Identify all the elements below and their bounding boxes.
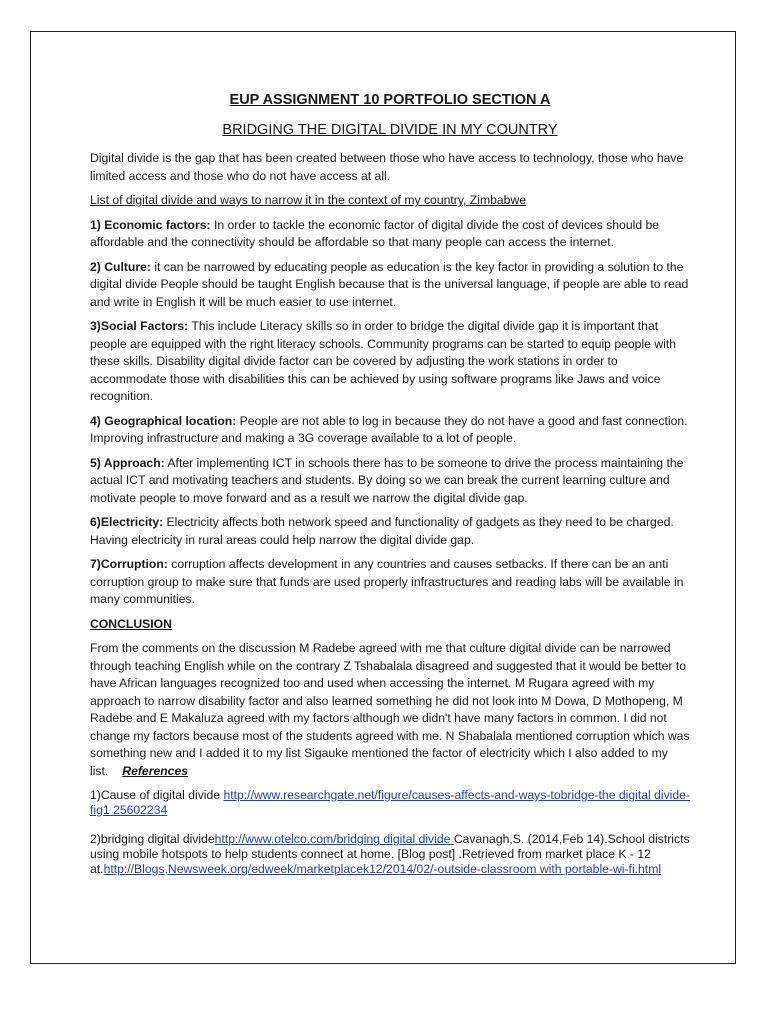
factor-text: corruption affects development in any countries and causes setbacks. If there can be an anti corruption group to make sure that funds are used properly infrastructures and reading labs will be available in many communities. [90, 557, 684, 606]
factor-text: it can be narrowed by educating people as education is the key factor in providing a solution to the digital divide People should be taught English because that is the universal language, if people are able to read and write in English it will be much easier to use internet. [90, 259, 689, 309]
document-body [90, 92, 690, 877]
factor-text: People are not able to log in because they do not have a good and fast connection. Improving infrastructure and making a 3G coverage available to a lot of people. [90, 413, 688, 445]
factor-approach [90, 455, 690, 508]
reference-citation: Cavanagh,S. (2014,Feb 14).School districts using mobile hotspots to help students connect at home. [Blog post] .Retrieved from market place K - 12 at. [90, 832, 690, 876]
factor-culture [90, 259, 690, 312]
factor-label: 6)Electricity: [90, 515, 164, 529]
factor-label: 7)Corruption: [90, 557, 168, 571]
factor-label: 5) Approach: [90, 455, 165, 470]
reference-item [90, 788, 690, 818]
factor-text: In order to tackle the economic factor of digital divide the cost of devices should be affordable and the connectivity should be affordable so that many people can access the internet. [90, 217, 660, 249]
factor-label: 1) Economic factors: [90, 217, 211, 232]
references-label: References [122, 763, 188, 778]
conclusion-text: From the comments on the discussion M Radebe agreed with me that culture digital divide can be narrowed through teaching English while on the contrary Z Tshabalala disagreed and suggested that it would be better to have African languages recognized too and used when accessing the internet. M Rugara agreed with my approach to narrow disability factor and also learned something he did not look into M Dowa, D Mothopeng, M Radebe and E Makaluza agreed with my factors although we didn't have many factors in common. I did not change my factors because most of the students agreed with me. N Shabalala mentioned corruption which was something new and I added it to my list Sigauke mentioned the factor of electricity which I also added to my list. [90, 641, 690, 778]
factor-text: After implementing ICT in schools there has to be someone to drive the process maintaining the actual ICT and motivating teachers and students. By doing so we can break the current learning culture and motivate people to move forward and as a result we narrow the digital divide gap. [90, 455, 684, 505]
reference-prefix: 1)Cause of digital divide [90, 788, 224, 802]
factor-social [90, 318, 690, 406]
reference-prefix: 2)bridging digital divide [90, 832, 215, 846]
factor-text: This include Literacy skills so in order to bridge the digital divide gap it is important that people are equipped with the right literacy schools. Community programs can be started to equip people with these skills. Disability digital divide factor can be covered by adjusting the work stations in order to accommodate those with disabilities this can be achieved by using software programs like Jaws and voice recognition. [90, 319, 677, 403]
factor-economic [90, 217, 690, 252]
factor-geographical [90, 413, 690, 448]
factor-label: 4) Geographical location: [90, 413, 237, 428]
document-subtitle: BRIDGING THE DIGITAL DIVIDE IN MY COUNTRY [222, 122, 558, 138]
document-title: EUP ASSIGNMENT 10 PORTFOLIO SECTION A [229, 92, 551, 108]
intro-paragraph: Digital divide is the gap that has been created between those who have access to technology, those who have limited access and those who do not have access at all. [90, 151, 684, 183]
factor-corruption [90, 556, 690, 609]
reference-link[interactable]: http://www.researchgate.net/figure/causes-affects-and-ways-tobridge-the digital divide-fig1 25602234 [90, 788, 690, 817]
conclusion-heading: CONCLUSION [90, 616, 172, 631]
conclusion-paragraph [90, 640, 690, 780]
reference-item [90, 832, 690, 877]
factor-label: 3)Social Factors: [90, 319, 189, 333]
factor-electricity [90, 514, 690, 549]
list-heading: List of digital divide and ways to narrow it in the context of my country, Zimbabwe [90, 193, 527, 207]
factor-label: 2) Culture: [90, 259, 151, 274]
reference-link[interactable]: http://Blogs,Newsweek.org/edweek/marketplacek12/2014/02/-outside-classroom with portable-wi-fi.html [103, 862, 662, 876]
reference-link[interactable]: http://www.otelco.com/bridging digital divide [214, 832, 454, 846]
factor-text: Electricity affects both network speed and functionality of gadgets as they need to be charged. Having electricity in rural areas could help narrow the digital divide gap. [90, 515, 674, 547]
